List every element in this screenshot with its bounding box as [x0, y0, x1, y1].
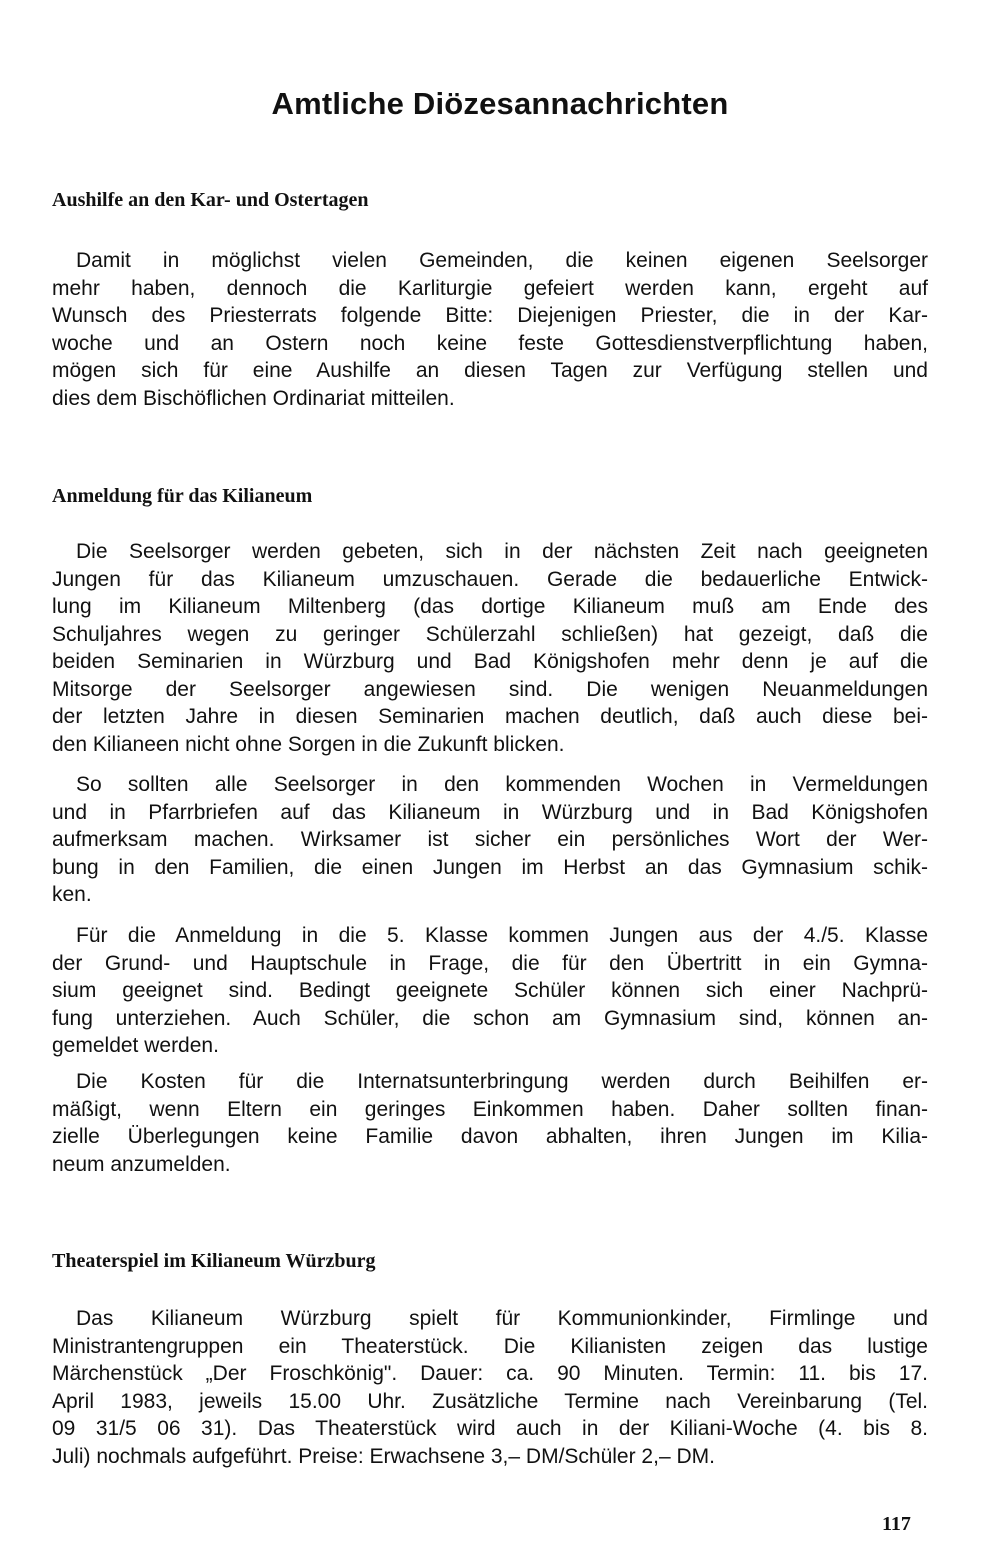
text-line: dies dem Bischöflichen Ordinariat mitteilen. — [52, 386, 455, 410]
section-heading-aushilfe: Aushilfe an den Kar- und Ostertagen — [52, 189, 369, 211]
text-line: mehr haben, dennoch die Karliturgie gefeiert werden kann, ergeht auf — [52, 276, 928, 300]
text-line: April 1983, jeweils 15.00 Uhr. Zusätzliche Termine nach Vereinbarung (Tel. — [52, 1389, 928, 1413]
text-line: beiden Seminarien in Würzburg und Bad Königshofen mehr denn je auf die — [52, 650, 928, 673]
text-line: lung im Kilianeum Miltenberg (das dortige Kilianeum muß am Ende des — [52, 595, 928, 618]
text-line: zielle Überlegungen keine Familie davon abhalten, ihren Jungen im Kilia- — [52, 1125, 928, 1148]
text-line: und in Pfarrbriefen auf das Kilianeum in Würzburg und in Bad Königshofen — [52, 800, 928, 824]
text-line: mögen sich für eine Aushilfe an diesen Tagen zur Verfügung stellen und — [52, 359, 928, 382]
text-line: 09 31/5 06 31). Das Theaterstück wird auch in der Kiliani-Woche (4. bis 8. — [52, 1417, 928, 1440]
text-line: Damit in möglichst vielen Gemeinden, die keinen eigenen Seelsorger — [76, 249, 928, 272]
paragraph-theaterspiel — [52, 1305, 928, 1470]
paragraph-kilianeum-4 — [52, 1068, 928, 1178]
text-line: fung unterziehen. Auch Schüler, die schon am Gymnasium sind, können an- — [52, 1006, 928, 1030]
paragraph-kilianeum-2 — [52, 771, 928, 909]
paragraph-kilianeum-3 — [52, 922, 928, 1060]
text-line: woche und an Ostern noch keine feste Gottesdienstverpflichtung haben, — [52, 331, 928, 355]
text-line: Die Seelsorger werden gebeten, sich in der nächsten Zeit nach geeigneten — [76, 540, 928, 563]
text-line: ken. — [52, 883, 92, 906]
text-line: Ministrantengruppen ein Theaterstück. Die Kilianisten zeigen das lustige — [52, 1334, 928, 1358]
text-line: mäßigt, wenn Eltern ein geringes Einkommen haben. Daher sollten finan- — [52, 1097, 928, 1121]
text-line: gemeldet werden. — [52, 1034, 219, 1057]
text-line: aufmerksam machen. Wirksamer ist sicher ein persönliches Wort der Wer- — [52, 828, 928, 851]
paragraph-kilianeum-1 — [52, 538, 928, 758]
text-line: der Grund- und Hauptschule in Frage, die für den Übertritt in ein Gymna- — [52, 951, 928, 975]
text-line: So sollten alle Seelsorger in den kommenden Wochen in Vermeldungen — [76, 773, 928, 796]
text-line: bung in den Familien, die einen Jungen im Herbst an das Gymnasium schik- — [52, 855, 928, 879]
text-line: Das Kilianeum Würzburg spielt für Kommunionkinder, Firmlinge und — [76, 1307, 928, 1330]
text-line: Juli) nochmals aufgeführt. Preise: Erwachsene 3,– DM/Schüler 2,– DM. — [52, 1444, 715, 1468]
section-heading-kilianeum: Anmeldung für das Kilianeum — [52, 485, 313, 507]
text-line: neum anzumelden. — [52, 1152, 231, 1176]
page-title: Amtliche Diözesannachrichten — [271, 86, 729, 121]
page-number: 117 — [882, 1513, 911, 1535]
text-line: Mitsorge der Seelsorger angewiesen sind. Die wenigen Neuanmeldungen — [52, 677, 928, 701]
text-line: Die Kosten für die Internatsunterbringung werden durch Beihilfen er- — [76, 1070, 928, 1093]
text-line: sium geeignet sind. Bedingt geeignete Schüler können sich einer Nachprü- — [52, 979, 928, 1002]
text-line: Schuljahres wegen zu geringer Schülerzahl schließen) hat gezeigt, daß die — [52, 622, 928, 646]
paragraph-aushilfe — [52, 247, 928, 412]
text-line: Wunsch des Priesterrats folgende Bitte: Diejenigen Priester, die in der Kar- — [52, 304, 928, 327]
text-line: den Kilianeen nicht ohne Sorgen in die Zukunft blicken. — [52, 732, 565, 756]
section-heading-theaterspiel: Theaterspiel im Kilianeum Würzburg — [52, 1250, 376, 1272]
text-line: der letzten Jahre in diesen Seminarien machen deutlich, daß auch diese bei- — [52, 705, 928, 728]
text-line: Jungen für das Kilianeum umzuschauen. Gerade die bedauerliche Entwick- — [52, 567, 928, 591]
text-line: Für die Anmeldung in die 5. Klasse kommen Jungen aus der 4./5. Klasse — [76, 924, 928, 947]
text-line: Märchenstück „Der Froschkönig". Dauer: ca. 90 Minuten. Termin: 11. bis 17. — [52, 1362, 928, 1385]
